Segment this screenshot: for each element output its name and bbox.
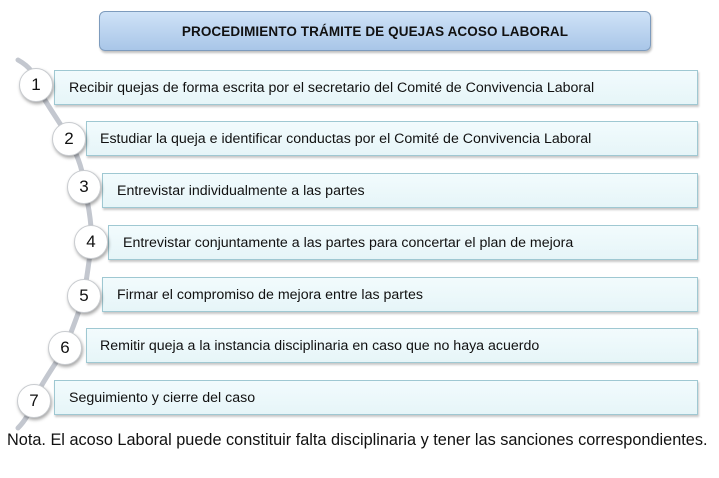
step-7-number: 7 bbox=[29, 391, 39, 410]
step-6-text: Remitir queja a la instancia disciplinaria en caso que no haya acuerdo bbox=[100, 337, 540, 354]
step-2-number: 2 bbox=[64, 129, 74, 148]
step-4-bar bbox=[108, 225, 698, 260]
step-3-bar bbox=[102, 173, 698, 208]
step-7-bar bbox=[54, 380, 698, 415]
step-1-number: 1 bbox=[31, 75, 41, 94]
step-5-number: 5 bbox=[79, 286, 89, 305]
step-6-bar bbox=[86, 328, 698, 363]
step-2-number-circle bbox=[52, 122, 86, 156]
step-4-text: Entrevistar conjuntamente a las partes para concertar el plan de mejora bbox=[123, 234, 574, 251]
step-2-text: Estudiar la queja e identificar conductas por el Comité de Convivencia Laboral bbox=[100, 130, 592, 147]
footnote bbox=[7, 431, 710, 450]
step-7-text: Seguimiento y cierre del caso bbox=[69, 389, 256, 406]
step-1-number-circle bbox=[19, 68, 53, 102]
step-3-number: 3 bbox=[79, 177, 89, 196]
step-3-text: Entrevistar individualmente a las partes bbox=[117, 182, 365, 199]
step-6-number-circle bbox=[48, 331, 82, 365]
step-6-number: 6 bbox=[60, 338, 70, 357]
step-4-number: 4 bbox=[86, 232, 96, 251]
step-4-number-circle bbox=[74, 225, 108, 259]
step-2-bar bbox=[86, 121, 698, 156]
step-1-text: Recibir quejas de forma escrita por el secretario del Comité de Convivencia Laboral bbox=[69, 79, 595, 96]
step-3-number-circle bbox=[67, 170, 101, 204]
step-5-bar bbox=[102, 277, 698, 312]
diagram-title-text: PROCEDIMIENTO TRÁMITE DE QUEJAS ACOSO LABORAL bbox=[181, 23, 569, 39]
step-5-number-circle bbox=[67, 279, 101, 313]
step-7-number-circle bbox=[17, 384, 51, 418]
step-1-bar bbox=[54, 70, 698, 105]
footnote-text: Nota. El acoso Laboral puede constituir falta disciplinaria y tener las sanciones correspondientes. bbox=[7, 431, 708, 449]
step-5-text: Firmar el compromiso de mejora entre las partes bbox=[117, 286, 423, 303]
